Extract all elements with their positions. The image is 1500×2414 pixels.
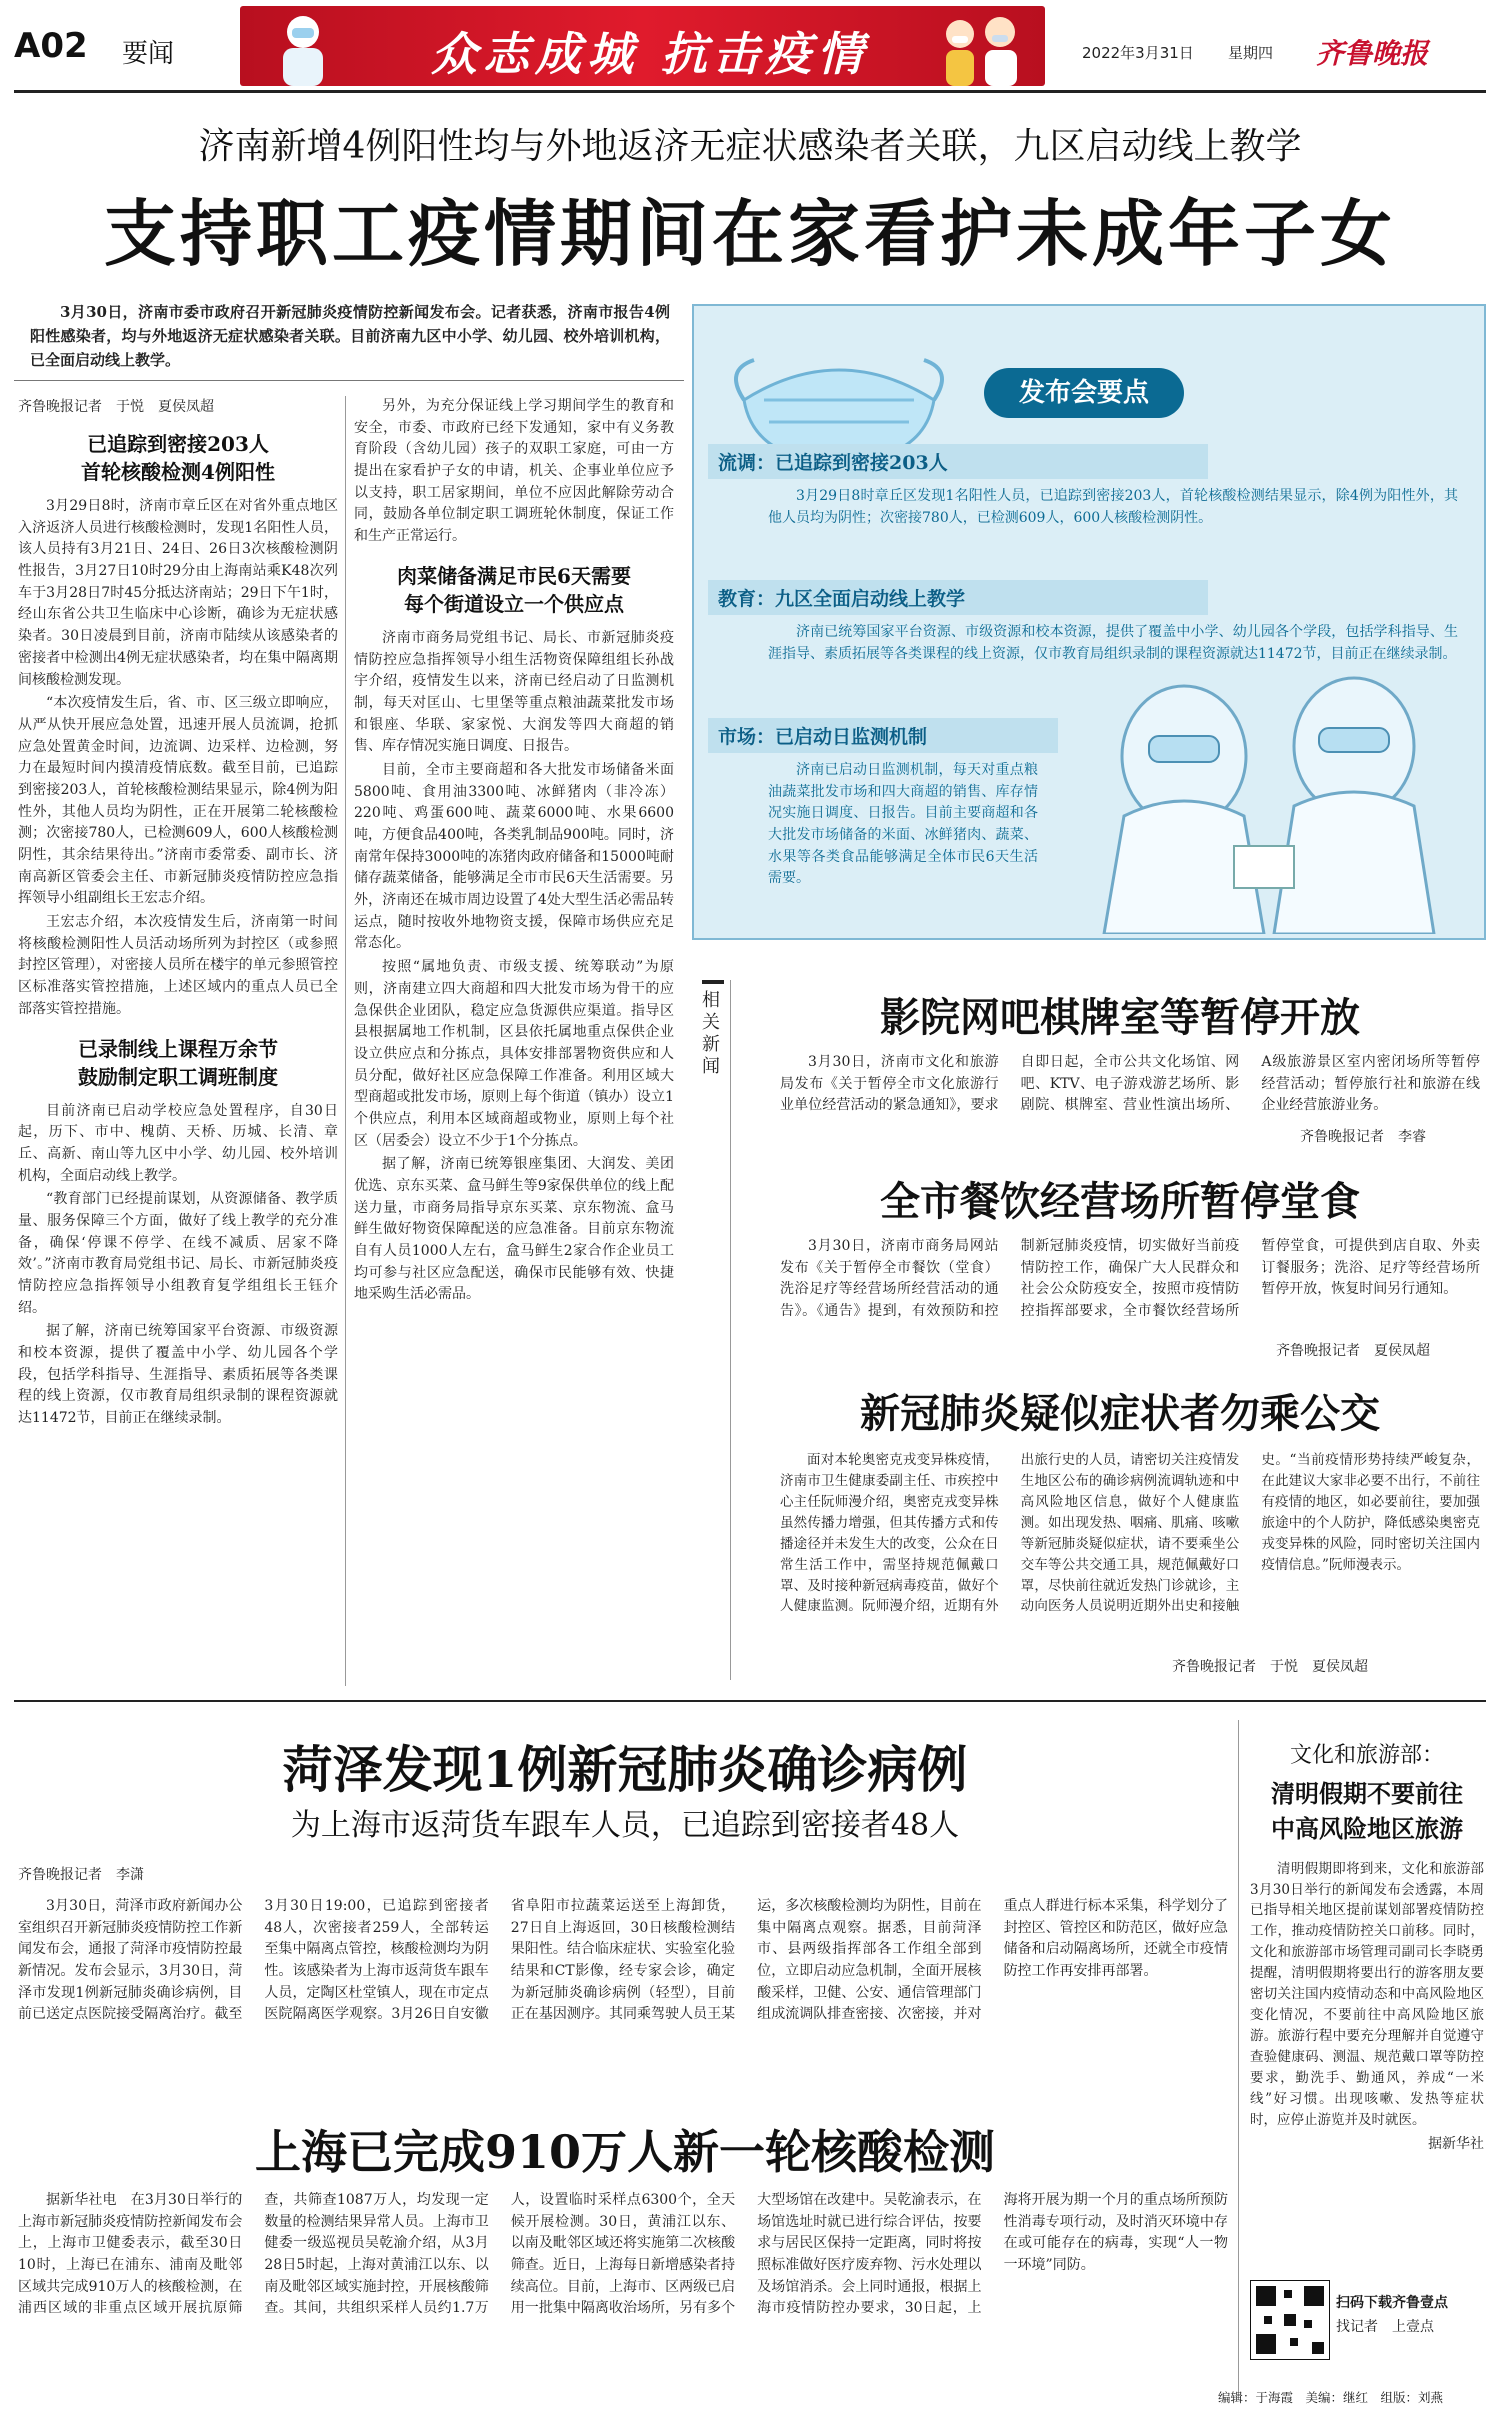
heze-subhead: 为上海市返菏货车跟车人员，已追踪到密接者48人 — [290, 1808, 960, 1843]
editor-credits: 编辑：于海霞 美编：继红 组版：刘燕 — [1218, 2390, 1444, 2405]
related-headline-2: 全市餐饮经营场所暂停堂食 — [880, 1178, 1360, 1225]
culture-text: 清明假期即将到来，文化和旅游部3月30日举行的新闻发布会透露，本周已指导相关地区提前谋划部署疫情防控工作，推动疫情防控关口前移。同时，文化和旅游部市场管理司副司长李晓勇提醒，清明假期将要出行的游客朋友要密切关注国内疫情动态和中高风险地区变化情况，不要前往中高风险地区旅游。旅游行程中要充分理解并自觉遵守查验健康码、测温、规范戴口罩等防控要求，勤洗手、勤通风，养成“一米线”好习惯。出现咳嗽、发热等症状时，应停止游览并及时就医。 — [1250, 1860, 1484, 2128]
masthead-rule — [14, 90, 1486, 93]
panel-text-2: 济南已统筹国家平台资源、市级资源和校本资源，提供了覆盖中小学、幼儿园各个学段，包括学科指导、生涯指导、素质拓展等各类课程的线上资源，仅市教育局组织录制的课程资源就达11472节，目前正在继续录制。 — [768, 624, 1458, 662]
related-headline-1: 影院网吧棋牌室等暂停开放 — [880, 994, 1360, 1041]
related-news-label: 相关新闻 — [702, 980, 724, 1078]
related-byline-1: 齐鲁晚报记者 李睿 — [1300, 1129, 1426, 1145]
related-text-2: 3月30日，济南市商务局网站发布《关于暂停全市餐饮（堂食）洗浴足疗等经营场所经营活动的通告》。《通告》提到，有效预防和控制新冠肺炎疫情，切实做好当前疫情防控工作，确保广大人民群众和社会公众防疫安全，按照市疫情防控指挥部要求，全市餐饮经营场所暂停堂食，可提供到店自取、外卖订餐服务；洗浴、足疗等经营场所暂停开放，恢复时间另行通知。 — [780, 1238, 1480, 1320]
paragraph: 据了解，济南已统筹银座集团、大润发、美团优选、京东买菜、盒马鲜生等9家保供单位的线上配送力量，市商务局指导京东买菜、京东物流、盒马鲜生做好物资保障配送的应急准备。目前京东物流自有人员1000人左右，盒马鲜生2家合作企业员工均可参与社区应急配送，确保市民能够有效、快捷地采购生活必需品。 — [354, 1156, 674, 1303]
qr-code-icon[interactable] — [1250, 2280, 1330, 2360]
health-workers-illustration-icon — [1064, 666, 1474, 934]
qr-caption: 扫码下载齐鲁壹点 — [1336, 2295, 1448, 2311]
paragraph: 另外，为充分保证线上学习期间学生的教育和安全，市委、市政府已经下发通知，家中有义务教育阶段（含幼儿园）孩子的双职工家庭，可由一方提出在家看护子女的申请，机关、企事业单位应予以支持，职工居家期间，单位不应因此解除劳动合同，鼓励各单位制定职工调班轮休制度，保证工作和生产正常运行。 — [354, 398, 674, 545]
issue-date: 2022年3月31日 — [1082, 44, 1194, 62]
related-headline-3: 新冠肺炎疑似症状者勿乘公交 — [860, 1390, 1380, 1437]
issue-weekday: 星期四 — [1228, 44, 1274, 62]
paper-name-logo: 齐鲁晚报 — [1316, 37, 1429, 70]
lead-column-1 — [18, 396, 338, 1432]
sidebar-divider — [1238, 1720, 1239, 2400]
culture-sidebar — [1250, 1738, 1484, 2153]
column-divider — [345, 396, 346, 1686]
panel-heading-1: 流调：已追踪到密接203人 — [708, 444, 1208, 479]
panel-heading-2: 教育：九区全面启动线上教学 — [708, 580, 1208, 615]
family-illustration-icon — [930, 10, 1040, 86]
lead-sub1-body — [18, 496, 338, 1021]
paragraph: 目前，全市主要商超和各大批发市场储备米面5800吨、食用油3300吨、冰鲜猪肉（非冷冻）220吨、鸡蛋600吨、蔬菜6000吨、水果6600吨，方便食品400吨，各类乳制品900吨。同时，济南常年保持3000吨的冻猪肉政府储备和15000吨耐储存蔬菜储备，能够满足全市市民6天生活需要。另外，济南还在城市周边设置了4处大型生活必需品转运点，随时按收外地物资支援，保障市场供应充足常态化。 — [354, 761, 674, 952]
intro-rule — [14, 380, 684, 381]
lead-sub3-body — [354, 628, 674, 1306]
lead-kicker: 济南新增4例阳性均与外地返济无症状感染者关联，九区启动线上教学 — [198, 126, 1302, 167]
heze-headline: 菏泽发现1例新冠肺炎确诊病例 — [282, 1740, 968, 1799]
lead-sub2-body-a — [18, 1101, 338, 1430]
related-text-1: 3月30日，济南市文化和旅游局发布《关于暂停全市文化旅游行业单位经营活动的紧急通知》，要求自即日起，全市公共文化场馆、网吧、KTV、电子游戏游艺场所、影剧院、棋牌室、营业性演出场所、A级旅游景区室内密闭场所等暂停经营活动；暂停旅行社和旅游在线企业经营旅游业务。 — [780, 1054, 1480, 1114]
section-label: 要闻 — [122, 39, 175, 69]
shanghai-headline: 上海已完成910万人新一轮核酸检测 — [254, 2125, 996, 2179]
lead-byline: 齐鲁晚报记者 于悦 夏侯凤超 — [18, 399, 214, 415]
banner-slogan: 众志成城 抗击疫情 — [430, 27, 869, 81]
banner — [240, 6, 1045, 86]
lead-subhead-1: 已追踪到密接203人 首轮核酸检测4例阳性 — [81, 432, 275, 484]
paragraph: “本次疫情发生后，省、市、区三级立即响应，从严从快开展应急处置，迅速开展人员流调，抢抓应急处置黄金时间，边流调、边采样、边检测，努力在最短时间内摸清疫情底数。截至目前，已追踪到密接203人，首轮核酸检测结果显示，除4例为阳性外，其他人员均为阴性，正在开展第二轮核酸检测；次密接780人，已检测609人，600人核酸检测阴性，其余结果待出。”济南市委常委、副市长、济南高新区管委会主任、市新冠肺炎疫情防控应急指挥领导小组副组长王宏志介绍。 — [18, 695, 338, 907]
lead-sub2-body-b — [354, 396, 674, 548]
culture-credit: 据新华社 — [1428, 2135, 1484, 2152]
lead-headline: 支持职工疫情期间在家看护未成年子女 — [103, 191, 1396, 276]
panel-heading-3: 市场：已启动日监测机制 — [708, 718, 1058, 753]
related-divider — [730, 980, 731, 1680]
heze-byline: 齐鲁晚报记者 李潇 — [18, 1867, 144, 1883]
section-rule — [14, 1700, 1486, 1702]
related-byline-3: 齐鲁晚报记者 于悦 夏侯凤超 — [1172, 1659, 1368, 1675]
paragraph: 据了解，济南已统筹国家平台资源、市级资源和校本资源，提供了覆盖中小学、幼儿园各个学段，包括学科指导、生涯指导、素质拓展等各类课程的线上资源，仅市教育局组织录制的课程资源就达11472节，目前正在继续录制。 — [18, 1323, 338, 1427]
paragraph: 目前济南已启动学校应急处置程序，自30日起，历下、市中、槐荫、天桥、历城、长清、章丘、高新、南山等九区中小学、幼儿园、校外培训机构，全面启动线上教学。 — [18, 1102, 338, 1184]
heze-text: 3月30日，菏泽市政府新闻办公室组织召开新冠肺炎疫情防控工作新闻发布会，通报了菏泽市疫情防控最新情况。发布会显示，3月30日，菏泽市发现1例新冠肺炎确诊病例，目前已送定点医院接受隔离治疗。截至3月30日19:00，已追踪到密接者48人，次密接者259人，全部转运至集中隔离点管控，核酸检测均为阴性。该感染者为上海市返菏货车跟车人员，定陶区杜堂镇人，现在市定点医院隔离医学观察。3月26日自安徽省阜阳市拉蔬菜运送至上海卸货，27日自上海返回，30日核酸检测结果阳性。结合临床症状、实验室化验结果和CT影像，经专家会诊，确定为新冠肺炎确诊病例（轻型），目前正在基因测序。其同乘驾驶人员王某运，多次核酸检测均为阴性，目前在集中隔离点观察。据悉，目前菏泽市、县两级指挥部各工作组全部到位，立即启动应急机制，全面开展核酸采样，卫健、公安、通信管理部门组成流调队排查密接、次密接，并对重点人群进行标本采集，科学划分了封控区、管控区和防范区，做好应急储备和启动隔离场所，还就全市疫情防控工作再安排再部署。 — [18, 1898, 1228, 2023]
panel-text-3: 济南已启动日监测机制，每天对重点粮油蔬菜批发市场和四大商超的销售、库存情况实施日调度、日报告。目前主要商超和各大批发市场储备的米面、冰鲜猪肉、蔬菜、水果等各类食品能够满足全体市民6天生活需要。 — [768, 762, 1038, 887]
lead-subhead-2: 已录制线上课程万余节 鼓励制定职工调班制度 — [78, 1036, 278, 1089]
related-text-3: 面对本轮奥密克戎变异株疫情，济南市卫生健康委副主任、市疾控中心主任阮师漫介绍，奥密克戎变异株虽然传播力增强，但其传播方式和传播途径并未发生大的改变，公众在日常生活工作中，需坚持规范佩戴口罩、及时接种新冠病毒疫苗，做好个人健康监测。阮师漫介绍，近期有外出旅行史的人员，请密切关注疫情发生地区公布的确诊病例流调轨迹和中高风险地区信息，做好个人健康监测。如出现发热、咽痛、肌痛、咳嗽等新冠肺炎疑似症状，请不要乘坐公交车等公共交通工具，规范佩戴好口罩，尽快前往就近发热门诊就诊，主动向医务人员说明近期外出史和接触史。“当前疫情形势持续严峻复杂，在此建议大家非必要不出行，不前往有疫情的地区，如必要前往，要加强旅途中的个人防护，降低感染奥密克戎变异株的风险，同时密切关注国内疫情信息。”阮师漫表示。 — [780, 1452, 1480, 1615]
related-byline-2: 齐鲁晚报记者 夏侯凤超 — [1276, 1343, 1430, 1359]
medic-illustration-icon — [258, 10, 348, 86]
panel-title: 发布会要点 — [984, 368, 1184, 418]
paragraph: 3月29日8时，济南市章丘区在对省外重点地区入济返济人员进行核酸检测时，发现1名阳性人员，该人员持有3月21日、24日、26日3次核酸检测阴性报告，3月27日10时29分由上海南站乘K48次列车于3月28日7时45分抵达济南站；29日下午1时，经山东省公共卫生临床中心诊断，确诊为无症状感染者。30日凌晨到目前，济南市陆续从该感染者的密接者中检测出4例无症状感染者，均在集中隔离期间核酸检测发现。 — [18, 498, 338, 688]
shanghai-text: 据新华社电 在3月30日举行的上海市新冠肺炎疫情防控新闻发布会上，上海市卫健委表示，截至30日10时，上海已在浦东、浦南及毗邻区域共完成910万人的核酸检测，在浦西区域的非重点区域开展抗原筛查，共筛查1087万人，均发现一定数量的检测结果异常人员。上海市卫健委一级巡视员吴乾渝介绍，从3月28日5时起，上海对黄浦江以东、以南及毗邻区域实施封控，开展核酸筛查。其间，共组织采样人员约1.7万人，设置临时采样点6300个，全天候开展检测。30日，黄浦江以东、以南及毗邻区域还将实施第二次核酸筛查。近日，上海每日新增感染者持续高位。目前，上海市、区两级已启用一批集中隔离收治场所，另有多个大型场馆在改建中。吴乾渝表示，在场馆选址时就已进行综合评估，按要求与居民区保持一定距离，同时将按照标准做好医疗废弃物、污水处理以及场馆消杀。会上同时通报，根据上海市疫情防控办要求，30日起，上海将开展为期一个月的重点场所预防性消毒专项行动，及时消灭环境中存在或可能存在的病毒，实现“人一物一环境”同防。 — [18, 2192, 1228, 2317]
qr-caption-2: 找记者 上壹点 — [1336, 2319, 1434, 2335]
paragraph: 济南市商务局党组书记、局长、市新冠肺炎疫情防控应急指挥领导小组生活物资保障组组长孙战宇介绍，疫情发生以来，济南已经启动了日监测机制，每天对匡山、七里堡等重点粮油蔬菜批发市场和银座、华联、家家悦、大润发等四大商超的销售、库存情况实施日调度、日报告。 — [354, 629, 674, 755]
paragraph: “教育部门已经提前谋划，从资源储备、教学质量、服务保障三个方面，做好了线上教学的充分准备，确保‘停课不停学、在线不减质、居家不降效’。”济南市教育局党组书记、局长、市新冠肺炎疫情防控应急指挥领导小组教育复学组组长王钰介绍。 — [18, 1191, 338, 1316]
culture-dept: 文化和旅游部： — [1289, 1743, 1444, 1768]
lead-column-2 — [354, 396, 674, 1308]
lead-intro: 3月30日，济南市委市政府召开新冠肺炎疫情防控新闻发布会。记者获悉，济南市报告4例阳性感染者，均与外地返济无症状感染者关联。目前济南九区中小学、幼儿园、校外培训机构，已全面启动线上教学。 — [30, 303, 670, 369]
lead-subhead-3: 肉菜储备满足市民6天需要 每个街道设立一个供应点 — [397, 563, 631, 616]
press-conference-panel — [692, 304, 1486, 940]
culture-title: 清明假期不要前往 中高风险地区旅游 — [1271, 1779, 1463, 1843]
panel-text-1: 3月29日8时章丘区发现1名阳性人员，已追踪到密接203人，首轮核酸检测结果显示，除4例为阳性外，其他人员均为阴性；次密接780人，已检测609人，600人核酸检测阴性。 — [768, 488, 1458, 526]
page-code: A02 — [14, 26, 88, 66]
paragraph: 王宏志介绍，本次疫情发生后，济南第一时间将核酸检测阳性人员活动场所列为封控区（或参照封控区管理），对密接人员所在楼宇的单元参照管控区标准落实管控措施，上述区域内的重点人员已全部落实管控措施。 — [18, 914, 338, 1017]
paragraph: 按照“属地负责、市级支援、统筹联动”为原则，济南建立四大商超和四大批发市场为骨干的应急保供企业团队，稳定应急货源供应渠道。指导区县根据属地工作机制，区县依托属地重点保供企业设立供应点和分拣点，具体安排部署物资供应和人员分配，做好社区应急保障工作准备。利用区域大型商超或批发市场，原则上每个街道（镇办）设立1个供应点，利用本区域商超或物业，原则上每个社区（居委会）设立不少于1个分拣点。 — [354, 959, 674, 1149]
